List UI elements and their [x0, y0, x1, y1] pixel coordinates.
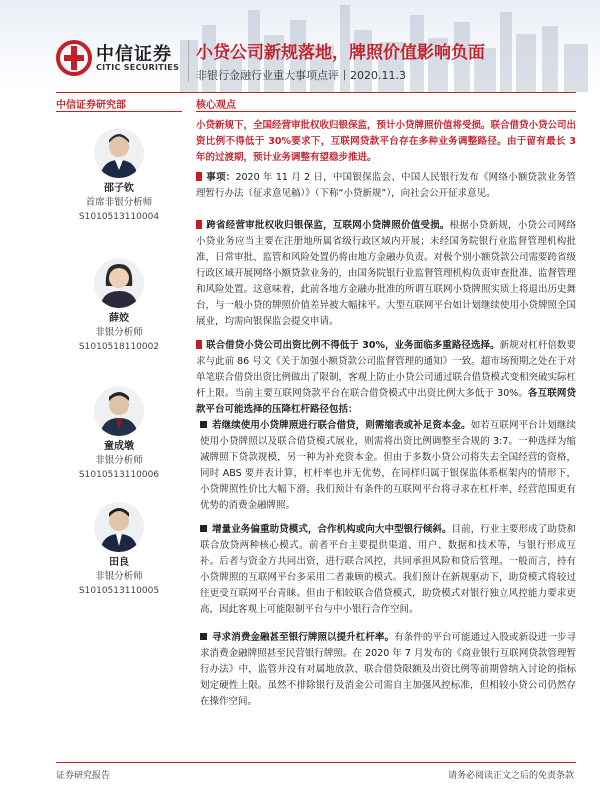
- person-photo-icon: [94, 502, 144, 552]
- research-dept-label-wrap: [56, 96, 182, 111]
- analyst-title: 非银分析师: [95, 327, 143, 338]
- analyst-name: 邵子钦: [104, 183, 134, 194]
- summary-text: 小贷新规下，全国经营审批权收归银保监，预计小贷牌照价值将受损。联合借贷小贷公司出资比例不得低于 30%要求下，互联网贷款平台存在多种业务调整路径。由于留有最长 3 年的过渡期，预计业务调整有望稳步推进。: [196, 120, 577, 163]
- bullet-square-icon: [200, 421, 207, 428]
- footer-left-text: 证券研究报告: [56, 771, 111, 781]
- section-marker-icon: [196, 172, 202, 181]
- left-rule: [56, 111, 182, 112]
- bullet-body: 目前，行业主要形成了助贷和联合放贷两种核心模式。前者平台主要提供渠道、用户、数据和技术等，与银行形成互补。后者与资金方共同出资，进行联合风控，共同承担风险和贷后管理。一般而言，持有小贷牌照的互联网平台多采用二者兼顾的模式。我们预计在新规驱动下，助贷模式将较过往更受互联网平台青睐。但由于相较联合借贷模式，助贷模式对银行独立风控能力要求更高，因此客观上可能限制平台与中小银行合作空间。: [200, 524, 576, 615]
- analyst-title: 首席非银分析师: [85, 197, 153, 208]
- section-marker-icon: [196, 220, 202, 229]
- analyst-card: [56, 258, 182, 354]
- analyst-title: 非银分析师: [95, 455, 143, 466]
- bullet-body: 有条件的平台可能通过入股或新设进一步寻求消费金融牌照甚至民营银行牌照。在 2020 年 7 月发布的《商业银行互联网贷款管理暂行办法》中，监管并没有对属地放款、联合借贷限额及出资比例等前期曾纳入讨论的指标划定硬性上限。虽然不排除银行及消金公司需自主加强风控标准，但相较小贷公司仍然存在操作空间。: [200, 632, 576, 707]
- analyst-card: [56, 386, 182, 482]
- core-view-label-wrap: [196, 96, 576, 111]
- analyst-card: [56, 128, 182, 224]
- footer-rule: [56, 762, 576, 763]
- bullet-consumer-finance: [200, 630, 576, 710]
- analyst-code: S1010513110006: [78, 470, 160, 480]
- bullet-lead: 若继续使用小贷牌照进行联合借贷，则需缩表或补足资本金。: [212, 420, 471, 431]
- paragraph-ratio: [196, 338, 576, 418]
- header-divider: [188, 40, 189, 82]
- report-subtitle: 非银行金融行业重大事项点评丨2020.11.3: [196, 69, 406, 82]
- research-dept-label: 中信证券研究部: [56, 100, 126, 111]
- analyst-title: 非银分析师: [95, 571, 143, 582]
- paragraph-lead: 联合借贷小贷公司出资比例不得低于 30%，业务面临多重路径选择。: [206, 340, 500, 351]
- core-view-label: 核心观点: [196, 100, 236, 111]
- report-header: [0, 0, 600, 92]
- right-rule: [196, 111, 576, 112]
- analyst-code: S1010518110002: [78, 342, 160, 352]
- analyst-code: S1010513110004: [78, 212, 160, 222]
- paragraph-event: [196, 170, 576, 202]
- bullet-square-icon: [200, 525, 207, 532]
- paragraph-body: 新规对杠杆倍数要求与此前 86 号文《关于加强小额贷款公司监督管理的通知》一致。超市场预期之处在于对单笔联合借贷出资比例做出了限制，客观上防止小贷公司通过联合借贷模式变相突破实际杠杆上限。当前主要互联网贷款平台在联合借贷模式中出资比例大多低于 30%。: [196, 340, 577, 399]
- paragraph-license: [196, 218, 576, 330]
- paragraph-body: 2020 年 11 月 2 日，中国银保监会、中国人民银行发布《网络小额贷款业务管理暂行办法（征求意见稿）》（下称“小贷新规”），向社会公开征求意见。: [196, 172, 576, 199]
- brand-name-cn: 中信证券: [96, 44, 172, 65]
- bullet-assisted-lending: [200, 522, 576, 618]
- analyst-code: S1010513110005: [78, 586, 160, 596]
- brand-name-en: CITIC SECURITIES: [96, 63, 180, 72]
- person-photo-icon: [94, 386, 144, 436]
- section-marker-icon: [196, 340, 202, 349]
- report-title: 小贷公司新规落地，牌照价值影响负面: [196, 43, 485, 63]
- paragraph-tail: 各互联网贷款平台可能选择的压降杠杆路径包括：: [196, 388, 576, 415]
- citic-logo-icon: [56, 40, 92, 76]
- bullet-square-icon: [200, 633, 207, 640]
- paragraph-lead: 跨省经营审批权收归银保监，互联网小贷牌照价值受损。: [206, 220, 450, 231]
- analyst-name: 童成墩: [104, 441, 134, 452]
- bullet-lead: 寻求消费金融甚至银行牌照以提升杠杆率。: [212, 632, 395, 643]
- analyst-card: [56, 502, 182, 598]
- bullet-lead: 增量业务偏重助贷模式，合作机构或向大中型银行倾斜。: [212, 524, 452, 535]
- bullet-joint-lending: [200, 418, 576, 514]
- person-photo-icon: [94, 128, 144, 178]
- paragraph-body: 根据小贷新规，小贷公司网络小贷业务应当主要在注册地所属省级行政区域内开展；未经国务院银行业监督管理机构批准，日常审批、监管和风险处置仍将由地方金融办负责。对极个别小额贷款公司需要跨省级行政区域开展网络小额贷款业务的，由国务院银行业监督管理机构负责审查批准、监督管理和风险处置。这意味着，此前各地方金融办批准的所谓互联网小贷牌照实质上将退出历史舞台，与一般小贷的牌照价值差异被大幅抹平。大型互联网平台如计划继续使用小贷牌照全国展业，均需向银保监会提交申请。: [196, 220, 577, 327]
- paragraph-lead: 事项：: [206, 172, 236, 183]
- analyst-name: 薛姣: [109, 313, 129, 324]
- person-photo-icon: [94, 258, 144, 308]
- analyst-name: 田良: [109, 557, 129, 568]
- header-rule: [56, 92, 576, 93]
- bullet-body: 如若互联网平台计划继续使用小贷牌照以及联合借贷模式展业，则需将出资比例调整至合规的 3:7。一种选择为缩减牌照下贷款规模，另一种为补充资本金。但由于多数小贷公司将失去全国经营的资格，同时 ABS 要并表计算，杠杆率也并无优势，在同样归属于银保监体系框架内的情形下，小贷牌照性价比大幅下滑。我们预计有条件的互联网平台将寻求在杠杆率、经营范围更有优势的消费金融牌照。: [200, 420, 576, 511]
- footer-disclaimer-text: 请务必阅读正文之后的免责条款: [447, 771, 574, 781]
